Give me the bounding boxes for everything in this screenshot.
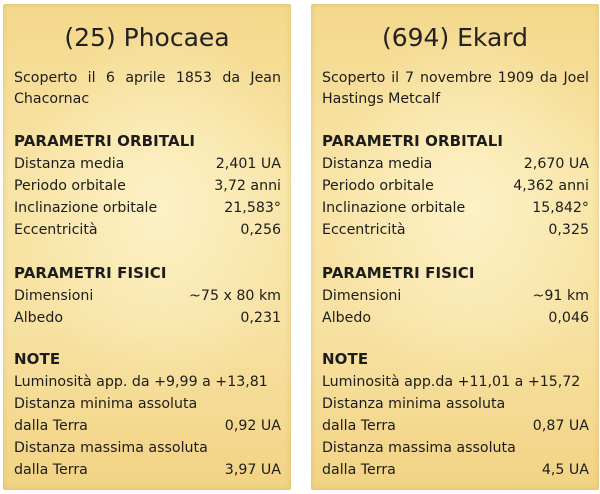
max-distance-row <box>322 460 589 481</box>
max-distance-row <box>14 460 281 481</box>
luminosity-text: Luminosità app. da +9,99 a +13,81 <box>14 374 268 390</box>
row-label: Albedo <box>14 310 64 326</box>
row-value: 0,256 <box>240 222 281 238</box>
luminosity-text: Luminosità app.da +11,01 a +15,72 <box>322 374 581 390</box>
row-label: Inclinazione orbitale <box>14 200 158 216</box>
row-label: Dimensioni <box>14 288 94 304</box>
min-distance-label: Distanza minima assoluta <box>322 396 506 412</box>
row-value: 2,670 UA <box>523 156 589 172</box>
physical-row-albedo <box>14 308 281 329</box>
row-value: 0,92 UA <box>224 418 281 434</box>
orbital-row-eccentricity <box>14 220 281 241</box>
discovery-text: Scoperto il 7 novembre 1909 da Joel Hastings Metcalf <box>322 70 589 107</box>
card-title: (694) Ekard <box>381 23 529 52</box>
row-label: dalla Terra <box>322 418 396 434</box>
row-value: 0,87 UA <box>532 418 589 434</box>
orbital-heading: PARAMETRI ORBITALI <box>14 132 196 150</box>
row-value: 0,046 <box>548 310 589 326</box>
card-title: (25) Phocaea <box>64 23 230 52</box>
asteroid-card-phocaea <box>3 4 291 490</box>
row-value: 3,97 UA <box>224 462 281 478</box>
max-distance-label: Distanza massima assoluta <box>322 440 516 456</box>
row-label: Periodo orbitale <box>14 178 126 194</box>
max-distance-label: Distanza massima assoluta <box>14 440 208 456</box>
row-value: 0,231 <box>240 310 281 326</box>
row-label: Inclinazione orbitale <box>322 200 466 216</box>
row-value: 4,5 UA <box>541 462 589 478</box>
row-value: 2,401 UA <box>215 156 281 172</box>
orbital-heading: PARAMETRI ORBITALI <box>322 132 504 150</box>
row-value: 15,842° <box>532 200 589 216</box>
orbital-row-period <box>322 176 589 197</box>
row-label: Albedo <box>322 310 372 326</box>
row-value: ~91 km <box>532 288 589 304</box>
orbital-row-eccentricity <box>322 220 589 241</box>
discovery-text: Scoperto il 6 aprile 1853 da Jean Chacornac <box>14 70 281 107</box>
row-value: 21,583° <box>224 200 281 216</box>
physical-heading: PARAMETRI FISICI <box>14 264 167 282</box>
row-label: Distanza media <box>14 156 125 172</box>
note-heading: NOTE <box>14 350 61 368</box>
row-label: dalla Terra <box>322 462 396 478</box>
orbital-row-mean-distance <box>14 154 281 175</box>
row-label: Eccentricità <box>322 222 406 238</box>
row-label: dalla Terra <box>14 418 88 434</box>
physical-row-dimensions <box>14 286 281 307</box>
row-label: Dimensioni <box>322 288 402 304</box>
orbital-row-mean-distance <box>322 154 589 175</box>
min-distance-label: Distanza minima assoluta <box>14 396 198 412</box>
min-distance-row <box>14 416 281 437</box>
row-value: 3,72 anni <box>214 178 281 194</box>
orbital-row-inclination <box>14 198 281 219</box>
physical-row-dimensions <box>322 286 589 307</box>
orbital-row-period <box>14 176 281 197</box>
row-value: 4,362 anni <box>513 178 589 194</box>
orbital-row-inclination <box>322 198 589 219</box>
row-label: Distanza media <box>322 156 433 172</box>
row-label: Periodo orbitale <box>322 178 434 194</box>
physical-heading: PARAMETRI FISICI <box>322 264 475 282</box>
asteroid-card-ekard <box>311 4 599 490</box>
min-distance-row <box>322 416 589 437</box>
row-label: dalla Terra <box>14 462 88 478</box>
physical-row-albedo <box>322 308 589 329</box>
note-heading: NOTE <box>322 350 369 368</box>
row-label: Eccentricità <box>14 222 98 238</box>
row-value: 0,325 <box>548 222 589 238</box>
row-value: ~75 x 80 km <box>189 288 281 304</box>
